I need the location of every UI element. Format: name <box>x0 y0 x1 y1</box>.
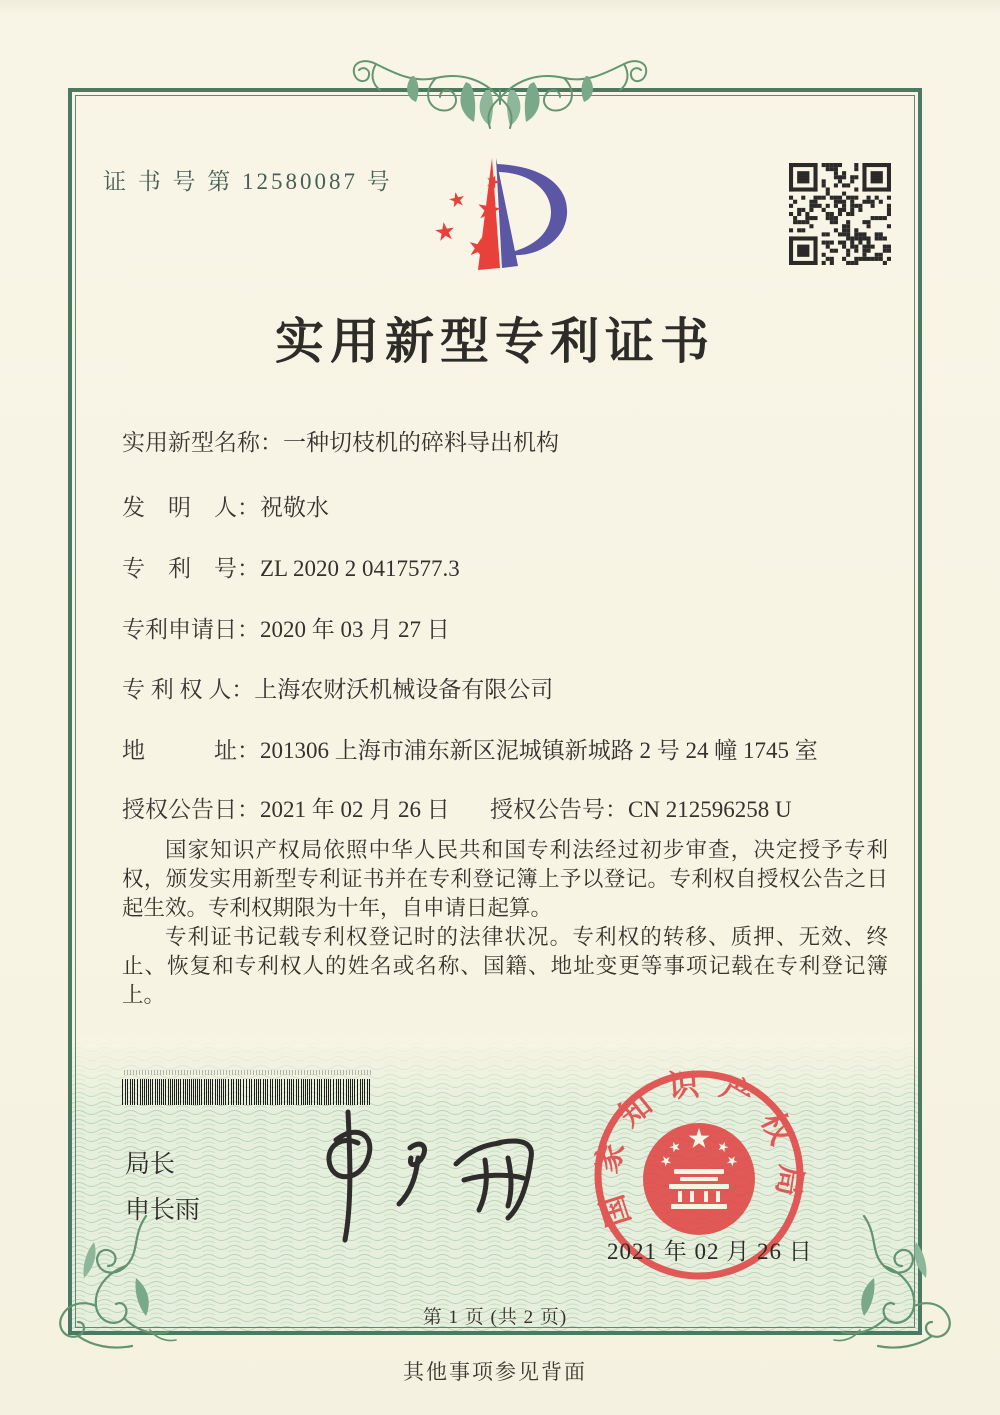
field-label: 专利申请日： <box>122 617 260 642</box>
barcode-bar <box>176 1079 177 1105</box>
field-label: 地 址： <box>122 738 260 763</box>
barcode-bar <box>174 1079 175 1105</box>
field-application-date <box>122 611 912 644</box>
officer-title: 局长 <box>125 1151 176 1178</box>
barcode-bar <box>236 1079 237 1105</box>
barcode-bar <box>134 1079 135 1105</box>
barcode-bar <box>180 1079 181 1105</box>
barcode-bar <box>183 1079 184 1105</box>
barcode-bar <box>225 1079 226 1105</box>
top-scroll-ornament <box>338 46 662 142</box>
barcode-bar <box>163 1079 164 1105</box>
field-value: 上海农财沃机械设备有限公司 <box>254 677 554 702</box>
field-value: 祝敬水 <box>260 495 329 520</box>
seal-date: 2021 年 02 月 26 日 <box>607 1239 813 1264</box>
barcode-bar <box>228 1079 229 1105</box>
field-label: 实用新型名称： <box>122 430 283 455</box>
qr-code-icon <box>789 163 891 265</box>
field-address <box>122 732 912 765</box>
field-patentee <box>122 671 912 704</box>
barcode-bar <box>204 1079 205 1105</box>
field-label: 授权公告号： <box>490 797 628 822</box>
barcode-bar <box>155 1079 156 1105</box>
barcode-bar <box>150 1079 151 1105</box>
legal-paragraph: 专利证书记载专利权登记时的法律状况。专利权的转移、质押、无效、终止、恢复和专利权人的姓名或名称、国籍、地址变更等事项记载在专利登记簿上。 <box>122 925 888 1007</box>
barcode-bar <box>132 1079 133 1105</box>
barcode-bar <box>254 1079 255 1105</box>
barcode-bar <box>193 1079 194 1105</box>
barcode-bar <box>159 1079 160 1105</box>
field-label: 专 利 号： <box>122 556 260 581</box>
barcode-bar <box>195 1079 196 1105</box>
barcode-bar <box>165 1079 166 1105</box>
barcode-bar <box>137 1079 138 1105</box>
seal-agency-text: 国家知识产权局 <box>588 1065 810 1231</box>
barcode-bar <box>127 1079 128 1105</box>
back-side-note: 其他事项参见背面 <box>403 1360 587 1384</box>
handwritten-signature-icon <box>258 1096 548 1251</box>
barcode-bar <box>249 1079 250 1105</box>
barcode-bar <box>140 1079 141 1105</box>
barcode-bar <box>210 1079 211 1105</box>
field-value: 2021 年 02 月 26 日 <box>260 797 450 822</box>
barcode-bar <box>146 1079 147 1105</box>
certificate-number: 证 书 号 第 12580087 号 <box>103 169 393 194</box>
barcode-bar <box>125 1079 126 1105</box>
barcode-bar <box>187 1079 188 1105</box>
bottom-left-corner-ornament <box>28 1208 178 1358</box>
field-label: 发 明 人： <box>122 495 260 520</box>
barcode-bar <box>172 1079 173 1105</box>
legal-statement <box>122 836 888 1010</box>
certificate-title: 实用新型专利证书 <box>274 314 715 369</box>
page-number: 第 1 页 (共 2 页) <box>422 1307 568 1328</box>
field-utility-model-name <box>122 424 912 457</box>
field-value: 2020 年 03 月 27 日 <box>260 617 450 642</box>
barcode-bar <box>238 1079 239 1105</box>
officer-name: 申长雨 <box>125 1197 201 1224</box>
field-grant-date-and-number <box>122 791 912 824</box>
field-value: 201306 上海市浦东新区泥城镇新城路 2 号 24 幢 1745 室 <box>260 738 818 763</box>
barcode-bar <box>243 1079 244 1105</box>
field-label: 授权公告日： <box>122 797 260 822</box>
barcode-bar <box>157 1079 158 1105</box>
field-label: 专 利 权 人： <box>122 677 255 702</box>
barcode-bar <box>217 1079 218 1105</box>
barcode-bar <box>256 1079 257 1105</box>
barcode-bar <box>161 1079 162 1105</box>
field-value: 一种切枝机的碎料导出机构 <box>283 430 559 455</box>
barcode-bar <box>189 1079 190 1105</box>
barcode-bar <box>130 1079 131 1105</box>
barcode-bar <box>148 1079 149 1105</box>
barcode-microtext <box>124 1070 372 1075</box>
legal-paragraph: 国家知识产权局依照中华人民共和国专利法经过初步审查，决定授予专利权，颁发实用新型专利证书并在专利登记簿上予以登记。专利权自授权公告之日起生效。专利权期限为十年，自申请日起算。 <box>122 838 888 920</box>
field-value: ZL 2020 2 0417577.3 <box>260 556 460 581</box>
barcode-bar <box>185 1079 186 1105</box>
cnipa-patent-logo-icon <box>423 148 583 293</box>
bottom-right-corner-ornament <box>832 1208 982 1358</box>
barcode-bar <box>221 1079 222 1105</box>
barcode-bar <box>144 1079 145 1105</box>
barcode-bar <box>178 1079 179 1105</box>
barcode-bar <box>152 1079 153 1105</box>
barcode-bar <box>240 1079 241 1105</box>
barcode-bar <box>251 1079 252 1105</box>
barcode-bar <box>212 1079 213 1105</box>
barcode-bar <box>142 1079 143 1105</box>
barcode-bar <box>122 1079 123 1105</box>
barcode-bar <box>206 1079 207 1105</box>
field-patent-number <box>122 550 912 583</box>
barcode-bar <box>201 1079 202 1105</box>
barcode-bar <box>199 1079 200 1105</box>
barcode-bar <box>191 1079 192 1105</box>
barcode-bar <box>246 1079 247 1105</box>
barcode-bar <box>208 1079 209 1105</box>
barcode-bar <box>168 1079 169 1105</box>
barcode-bar <box>231 1079 232 1105</box>
field-inventor <box>122 489 912 522</box>
barcode-bar <box>170 1079 171 1105</box>
barcode-bar <box>219 1079 220 1105</box>
barcode-bar <box>223 1079 224 1105</box>
field-value: CN 212596258 U <box>628 797 792 822</box>
barcode-bar <box>233 1079 234 1105</box>
barcode-bar <box>215 1079 216 1105</box>
barcode-bar <box>197 1079 198 1105</box>
